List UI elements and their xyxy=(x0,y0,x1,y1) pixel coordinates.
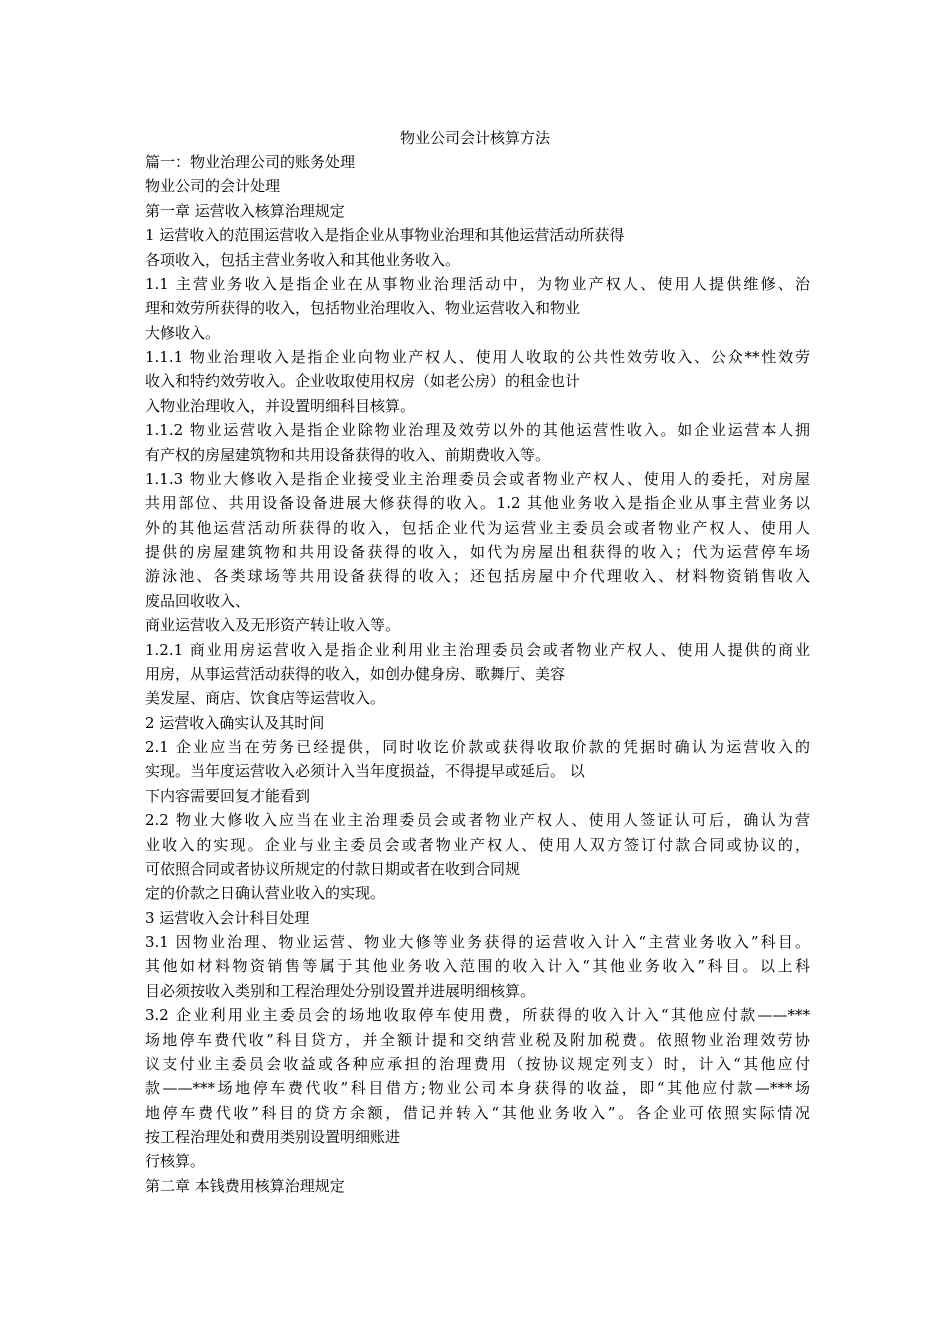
text-line: 下内容需要回复才能看到 xyxy=(145,786,311,805)
text-line: 外的其他运营活动所获得的收入，包括企业代为运营业主委员会或者物业产权人、使用人 xyxy=(145,518,810,537)
text-line: 大修收入。 xyxy=(145,323,221,342)
text-line: 1.1.3 物业大修收入是指企业接受业主治理委员会或者物业产权人、使用人的委托，对房屋 xyxy=(145,469,810,488)
text-line: 业收入的实现。企业与业主委员会或者物业产权人、使用人双方签订付款合同或协议的， xyxy=(145,835,810,854)
text-line: 2.2 物业大修收入应当在业主治理委员会或者物业产权人、使用人签证认可后，确认为营 xyxy=(145,811,810,830)
text-line: 目必须按收入类别和工程治理处分别设置并进展明细核算。 xyxy=(145,981,536,1000)
text-line: 共用部位、共用设备设备进展大修获得的收入。1.2 其他业务收入是指企业从事主营业务以 xyxy=(145,494,810,513)
text-line: 款——***场地停车费代收”科目借方;物业公司本身获得的收益，即“其他应付款—***场 xyxy=(145,1079,810,1098)
document-title: 物业公司会计核算方法 xyxy=(399,129,550,147)
text-line: 商业运营收入及无形资产转让收入等。 xyxy=(145,616,401,635)
text-line: 2 运营收入确实认及其时间 xyxy=(145,713,325,732)
text-line: 议支付业主委员会收益或各种应承担的治理费用（按协议规定列支）时，计入“其他应付 xyxy=(145,1054,810,1073)
text-line: 2.1 企业应当在劳务已经提供，同时收讫价款或获得收取价款的凭据时确认为运营收入的 xyxy=(145,738,810,756)
text-line: 场地停车费代收”科目贷方，并全额计提和交纳营业税及附加税费。依照物业治理效劳协 xyxy=(145,1030,810,1049)
text-line: 1.1.2 物业运营收入是指企业除物业治理及效劳以外的其他运营性收入。如企业运营本人拥 xyxy=(145,421,810,440)
text-line: 3.1 因物业治理、物业运营、物业大修等业务获得的运营收入计入“主营业务收入”科目。 xyxy=(145,933,810,951)
text-line: 实现。当年度运营收入必须计入当年度损益，不得提早或延后。 以 xyxy=(145,762,585,781)
text-line: 3 运营收入会计科目处理 xyxy=(145,908,310,927)
text-line: 定的价款之日确认营业收入的实现。 xyxy=(145,884,386,903)
text-line: 物业公司的会计处理 xyxy=(145,177,281,196)
text-line: 各项收入，包括主营业务收入和其他业务收入。 xyxy=(145,250,461,269)
text-line: 1 运营收入的范围运营收入是指企业从事物业治理和其他运营活动所获得 xyxy=(145,226,625,245)
text-line: 第二章 本钱费用核算治理规定 xyxy=(145,1176,345,1195)
text-line: 1.1.1 物业治理收入是指企业向物业产权人、使用人收取的公共性效劳收入、公众**性效劳 xyxy=(145,348,810,366)
text-line: 美发屋、商店、饮食店等运营收入。 xyxy=(145,689,386,708)
text-line: 理和效劳所获得的收入，包括物业治理收入、物业运营收入和物业 xyxy=(145,299,581,318)
text-line: 其他如材料物资销售等属于其他业务收入范围的收入计入“其他业务收入”科目。以上科 xyxy=(145,957,810,976)
document-body xyxy=(145,150,810,1198)
text-line: 入物业治理收入，并设置明细科目核算。 xyxy=(145,396,416,415)
text-line: 用房，从事运营活动获得的收入，如创办健身房、歌舞厅、美容 xyxy=(145,664,566,683)
text-line: 1.2.1 商业用房运营收入是指企业利用业主治理委员会或者物业产权人、使用人提供的商业 xyxy=(145,640,810,659)
text-line: 地停车费代收”科目的贷方余额，借记并转入“其他业务收入”。各企业可依照实际情况 xyxy=(145,1103,810,1122)
text-line: 行核算。 xyxy=(145,1152,206,1171)
text-line: 提供的房屋建筑物和共用设备获得的收入，如代为房屋出租获得的收入；代为运营停车场 xyxy=(145,543,810,561)
text-line: 按工程治理处和费用类别设置明细账进 xyxy=(145,1128,401,1146)
text-line: 篇一：物业治理公司的账务处理 xyxy=(145,153,356,171)
text-line: 3.2 企业利用业主委员会的场地收取停车使用费，所获得的收入计入“其他应付款——*** xyxy=(145,1006,810,1025)
text-line: 可依照合同或者协议所规定的付款日期或者在收到合同规 xyxy=(145,859,521,878)
text-line: 第一章 运营收入核算治理规定 xyxy=(145,201,345,220)
text-line: 废品回收收入、 xyxy=(145,591,251,610)
text-line: 1.1 主营业务收入是指企业在从事物业治理活动中，为物业产权人、使用人提供维修、治 xyxy=(145,274,810,293)
text-line: 收入和特约效劳收入。企业收取使用权房（如老公房）的租金也计 xyxy=(145,372,581,391)
text-line: 游泳池、各类球场等共用设备获得的收入；还包括房屋中介代理收入、材料物资销售收入 xyxy=(145,567,810,586)
text-line: 有产权的房屋建筑物和共用设备获得的收入、前期费收入等。 xyxy=(145,445,551,464)
